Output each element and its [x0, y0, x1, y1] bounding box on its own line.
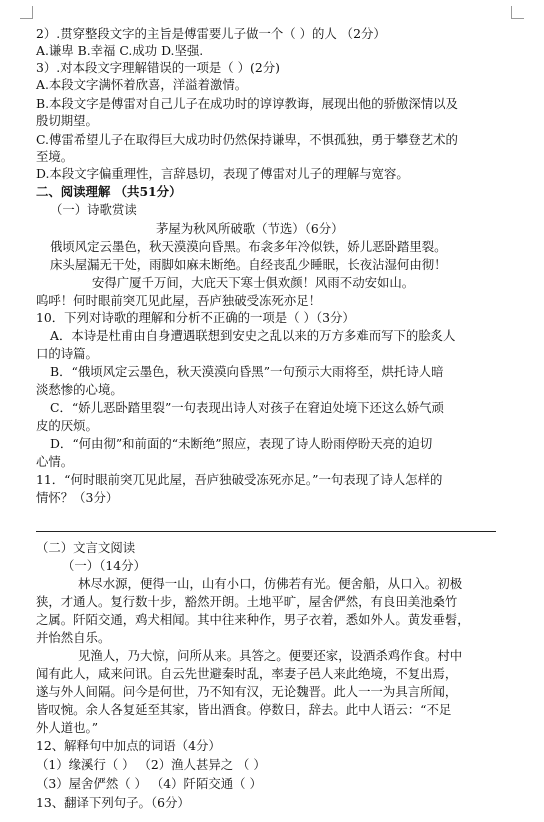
text-line-q3: 3）.对本段文字理解错误的一项是（ ）(2分) — [36, 60, 280, 75]
text-line-q10-d1: D．“何由彻”和前面的“未断绝”照应，表现了诗人盼雨停盼天亮的迫切 — [50, 436, 433, 451]
text-line-q3-b2: 殷切期望。 — [36, 113, 98, 128]
text-line-p2-1: 见渔人，乃大惊，问所从来。具答之。便要还家，设酒杀鸡作食。村中 — [78, 648, 463, 663]
text-line-poem-2: 床头屋漏无干处，雨脚如麻未断绝。自经丧乱少睡眠，长夜沾湿何由彻！ — [50, 257, 447, 272]
text-line-sub1: （一）诗歌赏读 — [50, 202, 137, 217]
answer-line — [36, 531, 496, 532]
text-line-poem-3: 安得广厦千万间，大庇天下寒士俱欢颜！风雨不动安如山。 — [92, 275, 415, 290]
text-line-q10-c1: C．“娇儿恶卧踏里裂”一句表现出诗人对孩子在窘迫处境下还这么娇气顽 — [50, 400, 444, 415]
page-corner-mark-left — [20, 6, 33, 19]
text-line-q10-a1: A．本诗是杜甫由自身遭遇联想到安史之乱以来的万方多难而写下的脍炙人 — [50, 328, 456, 343]
text-line-q3-c2: 至境。 — [36, 149, 74, 164]
text-line-q12-2: （3）屋舍俨然（ ） （4）阡陌交通（ ） — [36, 776, 262, 791]
text-line-p1-2: 狭，才通人。复行数十步，豁然开朗。土地平旷，屋舍俨然，有良田美池桑竹 — [36, 594, 458, 609]
text-line-q13: 13、翻译下列句子。（6分） — [36, 795, 190, 810]
text-line-q11-1: 11．“何时眼前突兀见此屋，吾庐独破受冻死亦足。”一句表现了诗人怎样的 — [36, 472, 443, 487]
text-line-sec2: 二、阅读理解 （共51分） — [36, 184, 182, 199]
text-line-q10-b2: 淡愁惨的心境。 — [36, 382, 123, 397]
text-line-q10-b1: B．“俄顷风定云墨色，秋天漠漠向昏黑”一句预示大雨将至，烘托诗人暗 — [50, 364, 444, 379]
text-line-q10-c2: 皮的厌烦。 — [36, 418, 98, 433]
text-line-poem-title: 茅屋为秋风所破歌（节选）（6分） — [156, 221, 344, 236]
text-line-q11-2: 情怀？（3分） — [36, 490, 119, 505]
text-line-q3-c1: C.傅雷希望儿子在取得巨大成功时仍然保持谦卑，不惧孤独，勇于攀登艺术的 — [36, 132, 458, 147]
text-line-p2-2: 闻有此人，咸来问讯。自云先世避秦时乱，率妻子邑人来此绝境，不复出焉， — [36, 666, 458, 681]
text-line-p2-5: 外人道也。” — [36, 720, 99, 735]
text-line-q2: 2）.贯穿整段文字的主旨是傅雷要儿子做一个（ ）的人 （2分） — [36, 26, 386, 41]
text-line-q12-1: （1）缘溪行（ ） （2）渔人甚异之 （ ） — [36, 757, 266, 772]
text-line-p1-4: 并怡然自乐。 — [36, 630, 111, 645]
text-line-p2-3: 遂与外人间隔。问今是何世，乃不知有汉，无论魏晋。此人一一为具言所闻， — [36, 684, 458, 699]
text-line-sub2: （二）文言文阅读 — [36, 540, 136, 555]
text-line-q10-d2: 心情。 — [36, 454, 74, 469]
text-line-p1-1: 林尽水源，便得一山，山有小口，仿佛若有光。便舍船，从口入。初极 — [78, 576, 463, 591]
text-line-q10: 10．下列对诗歌的理解和分析不正确的一项是（ ）（3分） — [36, 310, 355, 325]
text-line-poem-1: 俄顷风定云墨色，秋天漠漠向昏黑。布衾多年冷似铁，娇儿恶卧踏里裂。 — [50, 239, 447, 254]
text-line-p2-4: 皆叹惋。余人各复延至其家，皆出酒食。停数日，辞去。此中人语云：“不足 — [36, 702, 452, 717]
text-line-p1-3: 之属。阡陌交通，鸡犬相闻。其中往来种作，男子衣着，悉如外人。黄发垂髫， — [36, 612, 470, 627]
text-line-q3-d: D.本段文字偏重理性，言辞恳切，表现了傅雷对儿子的理解与宽容。 — [36, 166, 409, 181]
text-line-poem-4: 呜呼！何时眼前突兀见此屋，吾庐独破受冻死亦足！ — [36, 293, 321, 308]
text-line-q2-options: A.谦卑 B.幸福 C.成功 D.坚强. — [36, 43, 204, 58]
text-line-q12: 12、解释句中加点的词语（4分） — [36, 738, 221, 753]
text-line-sub2-1: （一）（14分） — [62, 558, 146, 573]
text-line-q3-a: A.本段文字满怀着欣喜，洋溢着激情。 — [36, 77, 248, 92]
text-line-q10-a2: 口的诗篇。 — [36, 346, 98, 361]
text-line-q3-b1: B.本段文字是傅雷对自己儿子在成功时的谆谆教诲，展现出他的骄傲深情以及 — [36, 96, 458, 111]
page-corner-mark-right — [511, 6, 524, 19]
